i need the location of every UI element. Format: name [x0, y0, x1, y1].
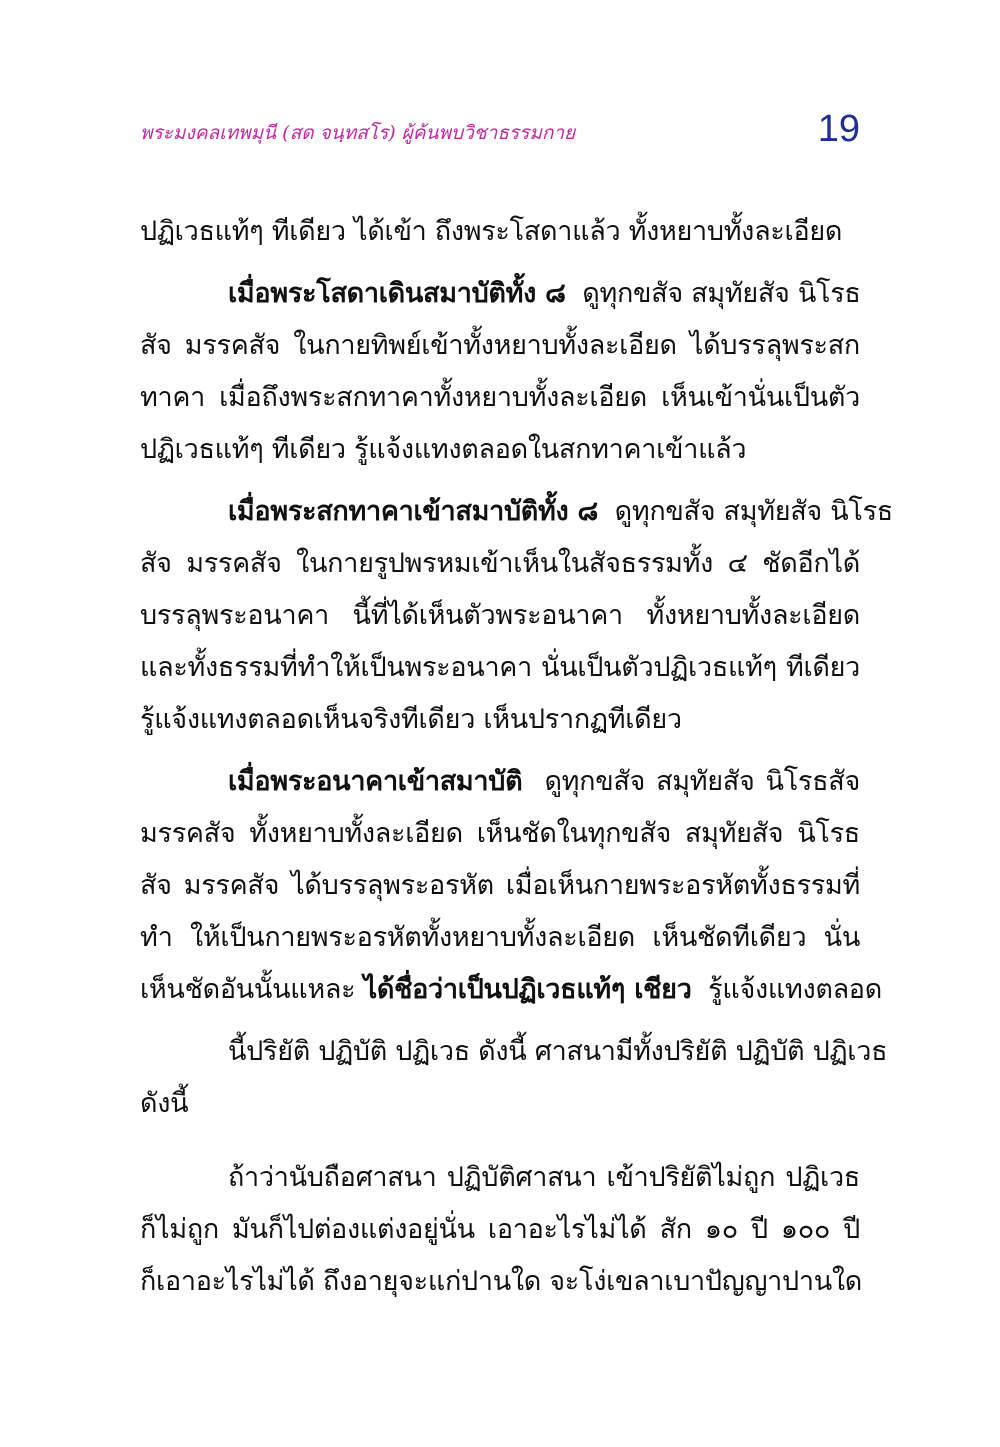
- text-line: มรรคสัจ ทั้งหยาบทั้งละเอียด เห็นชัดในทุกขสัจ สมุทัยสัจ นิโรธ: [140, 818, 860, 849]
- paragraph-lead-line: [140, 486, 893, 538]
- page-number: 19: [817, 108, 860, 150]
- lead-text: ดูทุกขสัจ สมุทัยสัจ นิโรธ: [582, 278, 861, 309]
- paragraph: [140, 486, 893, 746]
- text-line: นี้ปริยัติ ปฏิบัติ ปฏิเวธ ดังนี้ ศาสนามีทั้งปริยัติ ปฏิบัติ ปฏิเวธ: [228, 1036, 888, 1067]
- text-line: ดังนี้: [140, 1088, 189, 1119]
- body-text: [140, 206, 893, 1308]
- bold-heading: เมื่อพระสกทาคาเข้าสมาบัติทั้ง ๘: [228, 496, 599, 527]
- text-line: บรรลุพระอนาคา นี้ที่ได้เห็นตัวพระอนาคา ทั้งหยาบทั้งละเอียด: [140, 600, 860, 631]
- text-line: ก็ไม่ถูก มันก็ไปต่องแต่งอยู่นั่น เอาอะไรไม่ได้ สัก ๑๐ ปี ๑๐๐ ปี: [140, 1214, 860, 1245]
- paragraph: [140, 1152, 860, 1308]
- text-line: ทำ ให้เป็นกายพระอรหัตทั้งหยาบทั้งละเอียด เห็นชัดทีเดียว นั่น: [140, 922, 860, 953]
- text-line: และทั้งธรรมที่ทำให้เป็นพระอนาคา นั่นเป็นตัวปฏิเวธแท้ๆ ทีเดียว: [140, 652, 860, 683]
- paragraph: [140, 1026, 888, 1130]
- text-line: ถ้าว่านับถือศาสนา ปฏิบัติศาสนา เข้าปริยัติไม่ถูก ปฏิเวธ: [228, 1162, 860, 1193]
- lead-text: ดูทุกขสัจ สมุทัยสัจ นิโรธสัจ: [544, 766, 860, 797]
- header-title: พระมงคลเทพมุนี (สด จนฺทสโร) ผู้ค้นพบวิชาธรรมกาย: [140, 122, 576, 144]
- bold-heading: เมื่อพระโสดาเดินสมาบัติทั้ง ๘: [228, 278, 566, 309]
- text-line: ปฏิเวธแท้ๆ ทีเดียว รู้แจ้งแทงตลอดในสกทาคาเข้าแล้ว: [140, 434, 747, 465]
- paragraph: [140, 268, 860, 476]
- inline-text: เห็นชัดอันนั้นแหละ: [140, 974, 356, 1005]
- bold-heading: เมื่อพระอนาคาเข้าสมาบัติ: [228, 766, 523, 797]
- running-header: [140, 108, 860, 156]
- text-line: ปฏิเวธแท้ๆ ทีเดียว ได้เข้า ถึงพระโสดาแล้ว ทั้งหยาบทั้งละเอียด: [140, 216, 843, 247]
- text-line: สัจ มรรคสัจ ในกายทิพย์เข้าทั้งหยาบทั้งละเอียด ได้บรรลุพระสก: [140, 330, 860, 361]
- lead-text: ดูทุกขสัจ สมุทัยสัจ นิโรธ: [614, 496, 893, 527]
- text-line: ทาคา เมื่อถึงพระสกทาคาทั้งหยาบทั้งละเอียด เห็นเข้านั่นเป็นตัว: [140, 382, 860, 413]
- text-line: สัจ มรรคสัจ ได้บรรลุพระอรหัต เมื่อเห็นกายพระอรหัตทั้งธรรมที่: [140, 870, 860, 901]
- text-line: ก็เอาอะไรไม่ได้ ถึงอายุจะแก่ปานใด จะโง่เขลาเบาปัญญาปานใด: [140, 1266, 862, 1297]
- text-line: สัจ มรรคสัจ ในกายรูปพรหมเข้าเห็นในสัจธรรมทั้ง ๔ ชัดอีกได้: [140, 548, 860, 579]
- paragraph: [140, 756, 882, 1016]
- paragraph: [140, 206, 860, 258]
- inline-text: รู้แจ้งแทงตลอด: [708, 974, 882, 1005]
- bold-phrase: ได้ชื่อว่าเป็นปฏิเวธแท้ๆ เชียว: [363, 974, 692, 1005]
- text-line: [140, 964, 882, 1016]
- text-line: รู้แจ้งแทงตลอดเห็นจริงทีเดียว เห็นปรากฏทีเดียว: [140, 704, 682, 735]
- paragraph-lead-line: [140, 756, 860, 808]
- paragraph-lead-line: [140, 268, 860, 320]
